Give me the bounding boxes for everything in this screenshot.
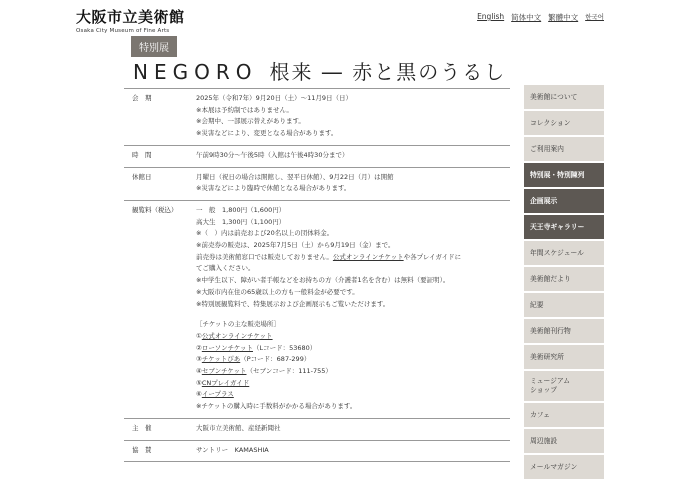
fees-content [196, 205, 510, 413]
sidebar-item-visitor-guide[interactable]: ご利用案内 [524, 137, 604, 161]
hours-label: 時 間 [132, 150, 152, 159]
fee-note-text: や各プレイガイドに [403, 252, 462, 261]
sidebar-item-about[interactable]: 美術館について [524, 85, 604, 109]
sidebar-item-mail-magazine[interactable]: メールマガジン [524, 455, 604, 479]
ticket-num: ⑥ [196, 390, 202, 399]
logo-english: Osaka City Museum of Fine Arts [76, 28, 170, 34]
spacer [196, 310, 510, 319]
exhibition-title-ja: 根来 ― 赤と黒のうるし [269, 60, 507, 84]
period-content [196, 93, 510, 140]
info-row-sponsor [124, 441, 510, 463]
fee-note: てご購入ください。 [196, 264, 255, 273]
ticket-outlet [196, 378, 510, 390]
closed-label: 休館日 [132, 172, 152, 181]
ticket-outlet [196, 331, 510, 343]
closed-content [196, 172, 510, 195]
fee-note: ※（ ）内は前売および20名以上の団体料金。 [196, 229, 334, 238]
sidebar-item-museum-shop[interactable]: ミュージアム ショップ [524, 371, 604, 401]
ticket-outlet-link[interactable]: イープラス [201, 390, 234, 399]
info-row-period [124, 89, 510, 146]
hours-text: 午前9時30分〜午後5時（入館は午後4時30分まで） [196, 150, 349, 159]
ticket-code: （Lコード：53680） [252, 343, 317, 352]
museum-logo[interactable] [76, 6, 185, 34]
lang-traditional-chinese-link[interactable]: 繁體中文 [548, 13, 579, 22]
info-row-hours [124, 146, 510, 168]
fee-student: 高大生 1,300円（1,100円） [196, 217, 286, 226]
sponsor-text: サントリー KAMASHIA [196, 445, 269, 454]
language-switcher [477, 12, 604, 23]
ticket-outlet [196, 343, 510, 355]
hours-content [196, 150, 510, 162]
sidebar-item-planned-exhibitions[interactable]: 企画展示 [524, 189, 604, 213]
ticket-outlet-link[interactable]: ローソンチケット [201, 343, 253, 352]
special-exhibition-badge: 特別展 [131, 36, 177, 57]
ticket-num: ④ [196, 367, 202, 376]
exhibition-title-en: NEGORO [133, 60, 258, 84]
organizer-text: 大阪市立美術館、産経新聞社 [196, 423, 281, 432]
lang-korean-link[interactable]: 한국어 [585, 13, 604, 21]
organizer-content [196, 423, 510, 435]
ticket-outlet [196, 354, 510, 366]
logo-japanese: 大阪市立美術館 [76, 8, 185, 26]
sidebar-item-collection[interactable]: コレクション [524, 111, 604, 135]
sidebar-item-newsletter[interactable]: 美術館だより [524, 267, 604, 291]
ticket-code: （セブンコード：111-755） [246, 367, 332, 376]
exhibition-title [133, 56, 506, 85]
ticket-num: ③ [196, 355, 202, 364]
fee-note: ※特別展観覧料で、特集展示および企画展示もご覧いただけます。 [196, 299, 390, 308]
sidebar-item-cafe[interactable]: カフェ [524, 403, 604, 427]
sidebar-item-nearby-facilities[interactable]: 周辺施設 [524, 429, 604, 453]
sponsor-content [196, 445, 510, 457]
ticket-outlet [196, 389, 510, 401]
fee-note: ※中学生以下、障がい者手帳などをお持ちの方（介護者1名を含む）は無料（要証明）。 [196, 276, 450, 285]
sidebar-nav [524, 85, 604, 481]
fee-general: 一 般 1,800円（1,600円） [196, 205, 286, 214]
period-note: ※会期中、一部展示替えがあります。 [196, 117, 305, 126]
lang-simplified-chinese-link[interactable]: 简体中文 [511, 13, 542, 22]
official-online-ticket-link[interactable]: 公式オンラインチケット [332, 252, 404, 261]
ticket-outlet [196, 366, 510, 378]
ticket-num: ① [196, 331, 202, 340]
sponsor-label: 協 賛 [132, 445, 152, 454]
tickets-heading: ［チケットの主な販売場所］ [196, 320, 280, 329]
fee-note [196, 252, 510, 264]
info-row-closed [124, 168, 510, 201]
sidebar-item-special-exhibitions[interactable]: 特別展・特別陳列 [524, 163, 604, 187]
info-row-fees [124, 201, 510, 419]
ticket-outlet-link[interactable]: チケットぴあ [201, 355, 241, 364]
ticket-num: ⑤ [196, 378, 202, 387]
organizer-label: 主 催 [132, 423, 152, 432]
ticket-code: （Pコード：687-299） [240, 355, 311, 364]
ticket-outlet-link[interactable]: 公式オンラインチケット [201, 331, 273, 340]
lang-english-link[interactable]: English [477, 12, 505, 21]
closed-note: ※災害などにより臨時で休館となる場合があります。 [196, 184, 351, 193]
ticket-outlet-link[interactable]: セブンチケット [201, 367, 247, 376]
info-row-organizer [124, 419, 510, 441]
exhibition-info-table [124, 88, 510, 462]
fee-note: ※大阪市内在住の65歳以上の方も一般料金が必要です。 [196, 287, 359, 296]
sidebar-item-art-institute[interactable]: 美術研究所 [524, 345, 604, 369]
period-label: 会 期 [132, 94, 152, 102]
sidebar-item-tennoji-gallery[interactable]: 天王寺ギャラリー [524, 215, 604, 239]
fees-label: 観覧料（税込） [132, 205, 178, 214]
closed-text: 月曜日（祝日の場合は開館し、翌平日休館）、9月22日（月）は開館 [196, 172, 394, 181]
ticket-outlet-link[interactable]: CNプレイガイド [201, 378, 250, 387]
period-note: ※本展は予約制ではありません。 [196, 105, 293, 114]
period-dates: 2025年（令和7年）9月20日（土）〜11月9日（日） [196, 94, 352, 102]
sidebar-item-annual-schedule[interactable]: 年間スケジュール [524, 241, 604, 265]
sidebar-item-bulletin[interactable]: 紀要 [524, 293, 604, 317]
tickets-fee-note: ※チケットの購入時に手数料がかかる場合があります。 [196, 402, 357, 411]
fee-note: ※前売券の販売は、2025年7月5日（土）から9月19日（金）まで。 [196, 241, 395, 250]
sidebar-item-publications[interactable]: 美術館刊行物 [524, 319, 604, 343]
fee-note-text: 前売券は美術館窓口では販売しておりません。 [196, 252, 333, 261]
period-note: ※災害などにより、変更となる場合があります。 [196, 129, 338, 138]
ticket-num: ② [196, 343, 202, 352]
